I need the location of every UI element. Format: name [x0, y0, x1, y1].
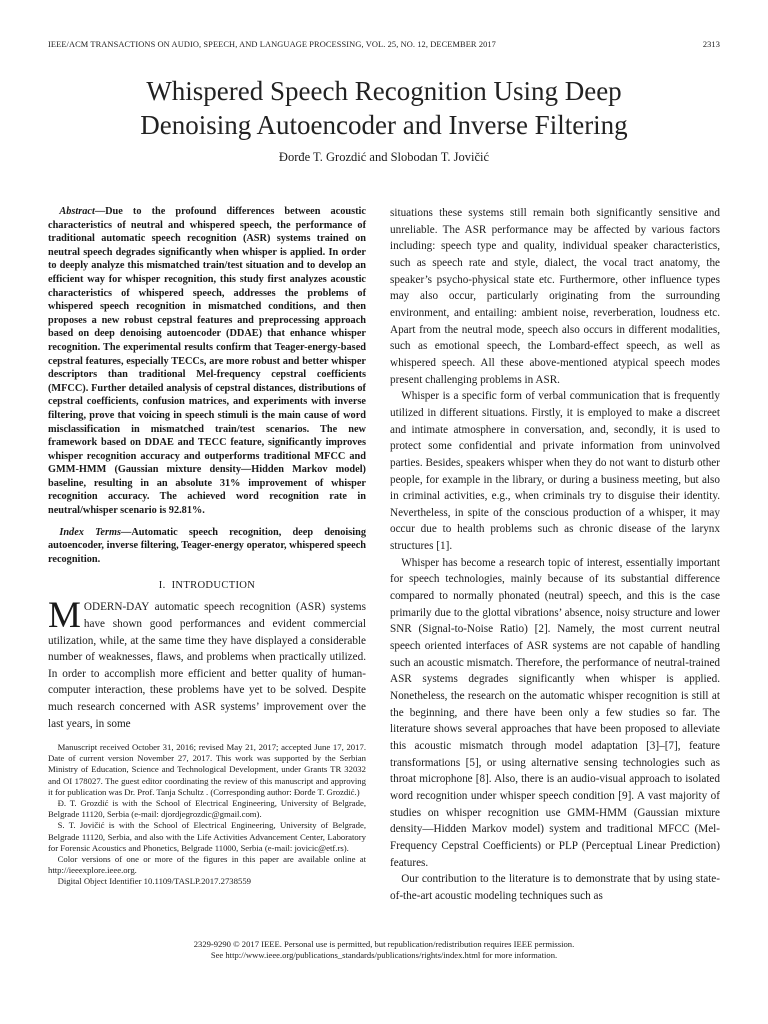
footnotes [48, 742, 366, 888]
title-line-1: Whispered Speech Recognition Using Deep [146, 76, 622, 106]
page-number: 2313 [702, 40, 720, 49]
footnote-author-1: Đ. T. Grozdić is with the School of Electrical Engineering, University of Belgrade, Belgrade 11120, Serbia (e-mail: djordjegrozdic@gmail.com). [48, 798, 366, 820]
abstract-text: —Due to the profound differences between acoustic characteristics of neutral and whispered speech, the performance of traditional automatic speech recognition (ASR) systems trained on neutral speech degrades significantly when whisper is applied. In order to deeply analyze this mismatched train/test situation and to develop an efficient way for whisper recognition, this study first analyzes acoustic characteristics of whispered speech, addresses the problems of whispered speech recognition in mismatched conditions, and then proposes a new robust cepstral features and preprocessing approach based on deep denoising autoencoder (DDAE) that enhance whisper recognition. The experimental results confirm that Teager-energy-based cepstral features, especially TECCs, are more robust and better whisper descriptors than traditional Mel-frequency cepstral coefficients (MFCC). Further detailed analysis of cepstral distances, distributions of cepstral coefficients, confusion matrices, and experiments with inverse filtering, prove that voicing in speech stimuli is the main cause of word misclassification in mismatched train/test scenarios. The new framework based on DDAE and TECC feature, significantly improves whisper recognition accuracy and outperforms traditional MFCC and GMM-HMM (Gaussian mixture density—Hidden Markov model) baseline, resulting in an absolute 31% improvement of whisper recognition accuracy. The achieved word recognition rate in neutral/whisper scenario is 92.81%. [48, 206, 366, 517]
copyright-line-2: See http://www.ieee.org/publications_standards/publications/rights/index.html for more information. [210, 950, 558, 961]
intro-text: automatic speech recognition (ASR) systems have shown good performances and evident commercial utilization, while, at the same time they have displayed a considerable number of weaknesses, flaws, and problems when practically utilized. In order to accomplish more efficient and better quality of human-computer interaction, these problems have yet to be solved. Despite much research concerned with ASR systems’ improvement over the last years, in some [48, 601, 366, 730]
index-terms-lead: Index Terms [59, 526, 122, 538]
title-line-2: Denoising Autoencoder and Inverse Filtering [140, 110, 628, 140]
index-terms-text: —Automatic speech recognition, deep denoising autoencoder, inverse filtering, Teager-energy operator, whispered speech recognition. [48, 526, 366, 565]
paper-title [40, 74, 728, 142]
abstract [48, 205, 366, 518]
footnote-manuscript: Manuscript received October 31, 2016; revised May 21, 2017; accepted June 17, 2017. Date of current version November 27, 2017. This work was supported by the Serbian Ministry of Education, Science and Technological Development, under Grants TR 32032 and OI 178027. The guest editor coordinating the review of this manuscript and approving it for publication was Dr. Prof. Tanja Schultz . (Corresponding author: Đorđe T. Grozdić.) [48, 742, 366, 797]
right-column [390, 205, 720, 905]
journal-name: IEEE/ACM TRANSACTIONS ON AUDIO, SPEECH, AND LANGUAGE PROCESSING, VOL. 25, NO. 12, DECEMBER 2017 [48, 40, 496, 49]
copyright-line-1: 2329-9290 © 2017 IEEE. Personal use is permitted, but republication/redistribution requires IEEE permission. [193, 939, 575, 949]
section-number: I. [158, 580, 166, 592]
right-paragraph-4: Our contribution to the literature is to demonstrate that by using state-of-the-art acoustic modeling techniques such as [390, 873, 720, 902]
intro-paragraph [48, 595, 366, 732]
index-terms [48, 526, 366, 567]
abstract-lead: Abstract [59, 206, 95, 217]
right-paragraph-2: Whisper is a specific form of verbal communication that is frequently utilized in different situations. Firstly, it is employed to make a discreet and intimate atmosphere in conversation, and, secondly, it is used to protect some confidential and private information from uninvolved parties. Besides, speakers whisper when they do not want to disturb other people, for example in the library, or during a business meeting, but also in criminal activities, e.g., when criminals try to disguise their identity. Nevertheless, in spite of the conscious production of a whisper, it may occur due to health problems such as chronic disease of the larynx structures [1]. [390, 390, 720, 553]
drop-cap: M [48, 595, 81, 637]
left-column [48, 205, 366, 732]
intro-smallcaps: ODERN-DAY [83, 601, 150, 614]
running-head [48, 40, 720, 52]
section-title-first: I [171, 580, 176, 592]
right-paragraph-1: situations these systems still remain both significantly sensitive and unreliable. The ASR performance may be affected by various factors including: speech type and quality, individual speaker characteristics, such as speech rate and style, dialect, the vocal tract anatomy, the speaker’s psycho-physical state etc. Furthermore, other influence types may also occur, particularly originating from the surrounding environment, and entailing: ambient noise, reverberation, loudness etc. Apart from the neutral mode, speech also occurs in different modalities, such as emotional speech, the Lombard-effect speech, as well as whispered speech. All these above-mentioned atypical speech modes present challenging problems in ASR. [390, 207, 720, 386]
footnote-author-2: S. T. Jovičić is with the School of Electrical Engineering, University of Belgrade, Belgrade 11120, Serbia, and also with the Life Activities Advancement Center, Laboratory for Forensic Acoustics and Phonetics, Belgrade 11000, Serbia (e-mail: jovicic@etf.rs). [48, 820, 366, 853]
footnote-color: Color versions of one or more of the figures in this paper are available online at http://ieeexplore.ieee.org. [48, 854, 366, 876]
copyright-note [40, 939, 728, 961]
authors: Đorđe T. Grozdić and Slobodan T. Jovičić [278, 150, 490, 164]
section-title-rest: NTRODUCTION [175, 580, 256, 592]
right-paragraph-3: Whisper has become a research topic of interest, essentially important for speech technologies, mainly because of its substantial difference compared to normally phonated (neutral) speech, and this is the case primarily due to the glottal vibrations’ absence, noisy structure and lower SNR (Signal-to-Noise Ratio) [2]. Namely, the most current neutral speech oriented interfaces of ASR systems are not capable of handling such an acoustic mismatch. Therefore, the performance of neutral-trained ASR systems degrades significantly when whisper is applied. Nonetheless, the research on the automatic whisper recognition is still at the beginning, and there have been only a few studies so far. The literature shows several approaches that have been proposed to alleviate this acoustic mismatch through model adaptation [3]–[7], feature transformations [5], or using alternative sensing technologies such as throat microphone [8]. Also, there is an audio-visual approach to isolated word recognition under whisper speech condition [9]. A vast majority of studies on whisper recognition use GMM-HMM (Gaussian mixture density—Hidden Markov model) system and traditional MFCC (Mel-Frequency Cepstral Coefficients) or PLP (Perceptual Linear Prediction) features. [390, 556, 720, 869]
section-heading [48, 580, 366, 591]
footnote-doi: Digital Object Identifier 10.1109/TASLP.2017.2738559 [57, 876, 252, 887]
